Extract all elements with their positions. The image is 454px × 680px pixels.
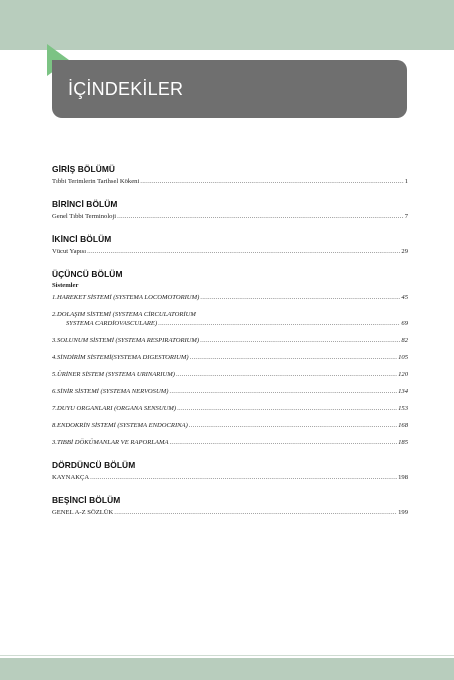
- section-heading: ÜÇÜNCÜ BÖLÜM: [52, 269, 123, 279]
- section-heading: BEŞİNCİ BÖLÜM: [52, 495, 121, 505]
- dot-leader: [200, 293, 400, 302]
- toc-entry-page: 134: [398, 388, 408, 395]
- toc-entry-page: 153: [398, 405, 408, 412]
- toc-entry-page: 45: [401, 294, 408, 301]
- dot-leader: [158, 319, 400, 328]
- dot-leader: [117, 212, 404, 221]
- toc-entry-label: Vücut Yapısı: [52, 248, 87, 255]
- toc-entry-label: 4.SİNDİRİM SİSTEMİ(SYSTEMA DIGESTORIUM): [52, 354, 189, 361]
- section-giris: [52, 164, 408, 186]
- section-sublabel: Sistemler: [52, 282, 79, 289]
- toc-entry[interactable]: [52, 212, 408, 221]
- dot-leader: [176, 370, 397, 379]
- toc-entry-label: 8.ENDOKRİN SİSTEMİ (SYSTEMA ENDOCRINA): [52, 422, 188, 429]
- section-heading: BİRİNCİ BÖLÜM: [52, 199, 118, 209]
- section-dorduncu: [52, 460, 408, 482]
- toc-entry: [52, 319, 408, 328]
- section-heading: İKİNCİ BÖLÜM: [52, 234, 112, 244]
- section-ucuncu: [52, 269, 408, 447]
- toc-entry-label: 7.DUYU ORGANLARI (ORGANA SENSUUM): [52, 405, 177, 412]
- toc-entry[interactable]: [52, 421, 408, 430]
- toc-entry-label: SYSTEMA CARDİOVASCULARE): [66, 320, 158, 327]
- toc-entry[interactable]: [52, 293, 408, 302]
- toc-entry[interactable]: [52, 247, 408, 256]
- section-birinci: [52, 199, 408, 221]
- dot-leader: [90, 473, 397, 482]
- top-band: [0, 0, 454, 50]
- title-bar: [52, 60, 407, 118]
- toc-entry[interactable]: [52, 177, 408, 186]
- toc-entry[interactable]: [52, 473, 408, 482]
- section-besinci: [52, 495, 408, 517]
- toc-entry-page: 198: [398, 474, 408, 481]
- toc-entry-label: 6.SİNİR SİSTEMİ (SYSTEMA NERVOSUM): [52, 388, 169, 395]
- dot-leader: [200, 336, 400, 345]
- dot-leader: [189, 421, 397, 430]
- toc-entry-page: 199: [398, 509, 408, 516]
- toc-entry-label: 5.ÜRİNER SİSTEM (SYSTEMA URINARIUM): [52, 371, 175, 378]
- toc-entry-page: 120: [398, 371, 408, 378]
- toc-entry[interactable]: [52, 404, 408, 413]
- toc-entry[interactable]: [52, 438, 408, 447]
- page-title: İÇİNDEKİLER: [68, 78, 184, 99]
- toc-entry-label: 3.SOLUNUM SİSTEMİ (SYSTEMA RESPIRATORIUM): [52, 337, 200, 344]
- toc-entry[interactable]: [52, 387, 408, 396]
- dot-leader: [169, 387, 397, 396]
- dot-leader: [177, 404, 397, 413]
- toc-entry-page: 168: [398, 422, 408, 429]
- toc-entry-page: 105: [398, 354, 408, 361]
- toc-entry-page: 1: [404, 178, 408, 185]
- dot-leader: [87, 247, 400, 256]
- bottom-band: [0, 658, 454, 680]
- toc-entry-label: Tıbbi Terimlerin Tarihsel Kökeni: [52, 178, 140, 185]
- toc-entry[interactable]: [52, 508, 408, 517]
- toc-entry-page: 82: [401, 337, 408, 344]
- dot-leader: [169, 438, 397, 447]
- dot-leader: [190, 353, 398, 362]
- section-ikinci: [52, 234, 408, 256]
- dot-leader: [140, 177, 403, 186]
- toc-entry-multiline[interactable]: [52, 310, 408, 328]
- toc-entry-label: GENEL A-Z SÖZLÜK: [52, 509, 114, 516]
- toc-entry-page: 29: [401, 248, 408, 255]
- toc-entry-label: Genel Tıbbi Terminoloji: [52, 213, 117, 220]
- toc-entry-page: 7: [404, 213, 408, 220]
- dot-leader: [114, 508, 397, 517]
- table-of-contents: [52, 164, 408, 530]
- toc-entry-page: 69: [401, 320, 408, 327]
- toc-entry-label: KAYNAKÇA: [52, 474, 90, 481]
- bottom-divider: [0, 655, 454, 656]
- toc-entry-label: 1.HAREKET SİSTEMİ (SYSTEMA LOCOMOTORIUM): [52, 294, 200, 301]
- section-heading: DÖRDÜNCÜ BÖLÜM: [52, 460, 136, 470]
- toc-entry[interactable]: [52, 353, 408, 362]
- toc-entry-label: 3.TIBBİ DÖKÜMANLAR VE RAPORLAMA: [52, 439, 169, 446]
- toc-entry[interactable]: [52, 370, 408, 379]
- section-heading: GİRİŞ BÖLÜMÜ: [52, 164, 116, 174]
- toc-entry-label-line1: 2.DOLAŞIM SİSTEMİ (SYSTEMA CİRCULATORİUM: [52, 311, 196, 318]
- toc-entry[interactable]: [52, 336, 408, 345]
- toc-entry-page: 185: [398, 439, 408, 446]
